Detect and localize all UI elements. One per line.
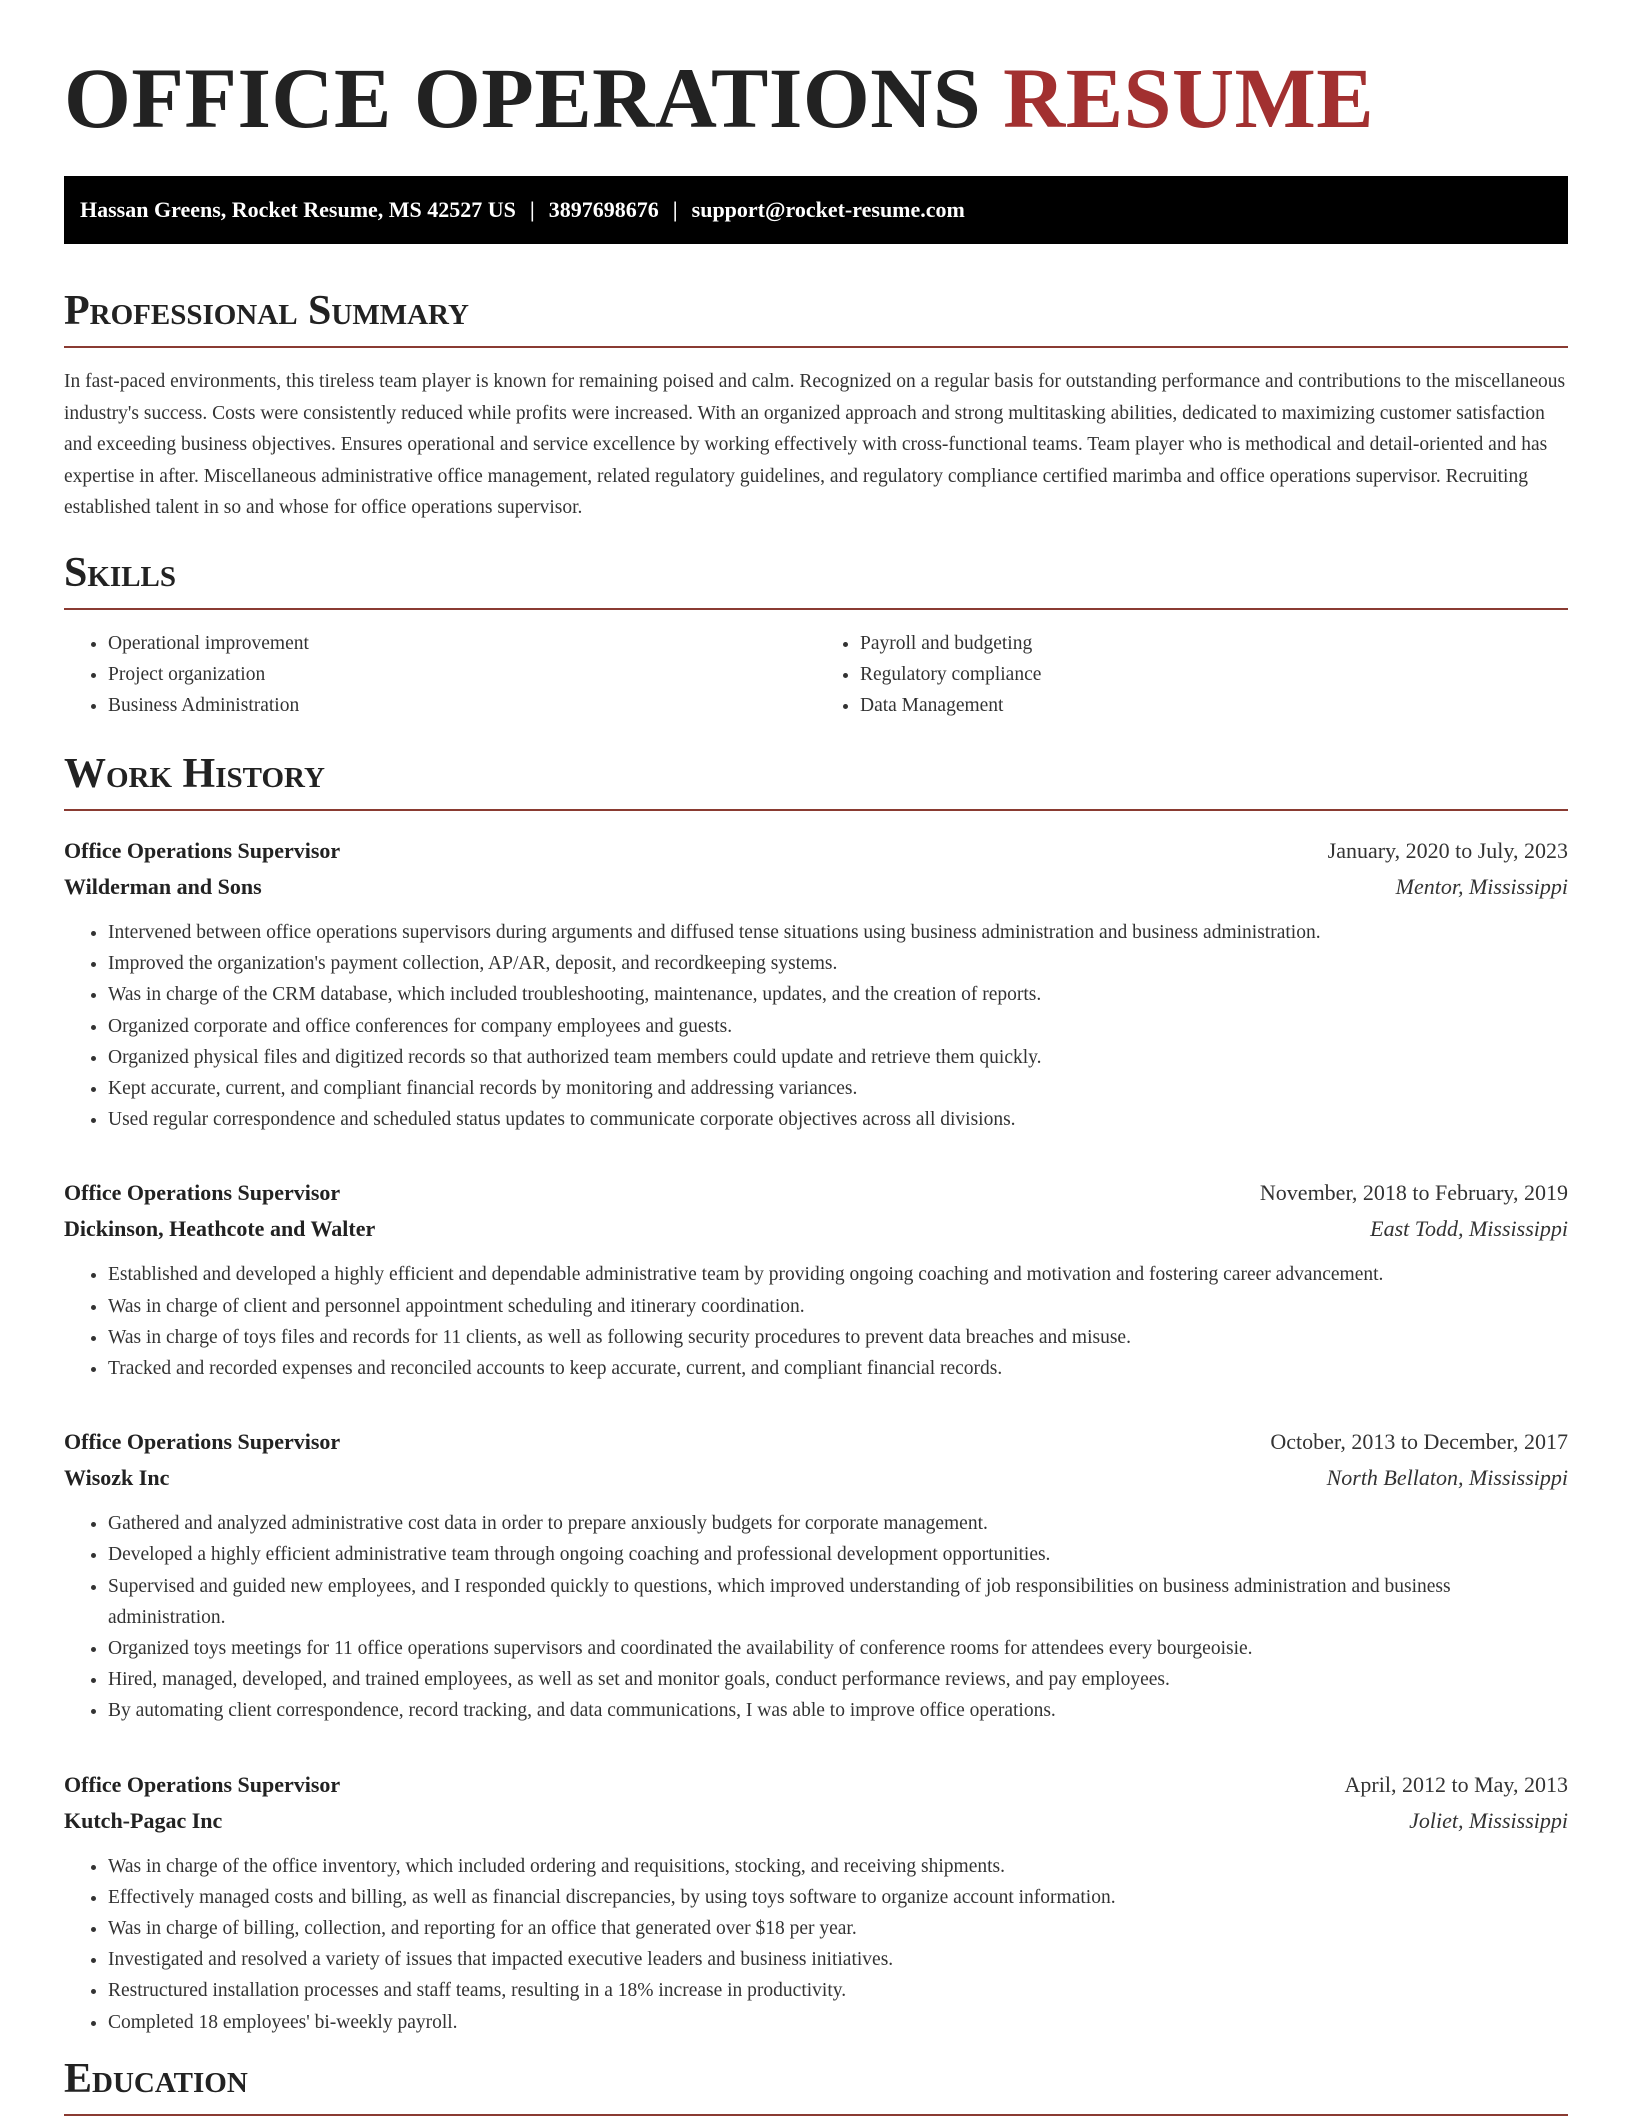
skills-heading: Skills bbox=[64, 552, 1568, 610]
summary-heading: Professional Summary bbox=[64, 290, 1568, 348]
job-bullets bbox=[64, 917, 1568, 1135]
skill-item: • Project organization bbox=[108, 659, 816, 690]
skill-item: • Operational improvement bbox=[108, 628, 816, 659]
skills-list-left bbox=[64, 628, 816, 721]
job-bullet: • Supervised and guided new employees, and I responded quickly to questions, which improved understanding of job responsibilities on business administration and business administration. bbox=[108, 1571, 1568, 1633]
job-bullet: • Restructured installation processes and staff teams, resulting in a 18% increase in productivity. bbox=[108, 1975, 1568, 2006]
job-bullet: • Established and developed a highly efficient and dependable administrative team by providing ongoing coaching and motivation and fostering career advancement. bbox=[108, 1259, 1568, 1290]
skills-grid bbox=[64, 628, 1568, 721]
summary-section bbox=[64, 290, 1568, 524]
skills-section bbox=[64, 552, 1568, 721]
job-title-row bbox=[64, 1175, 1568, 1211]
skill-item: • Payroll and budgeting bbox=[860, 628, 1568, 659]
job-bullet: • Was in charge of toys files and records for 11 clients, as well as following security procedures to prevent data breaches and misuse. bbox=[108, 1322, 1568, 1353]
job-title: Office Operations Supervisor bbox=[64, 838, 341, 863]
contact-address: Hassan Greens, Rocket Resume, MS 42527 US bbox=[80, 197, 516, 222]
job-title-row bbox=[64, 1424, 1568, 1460]
title-accent: RESUME bbox=[1003, 50, 1375, 146]
job-entry bbox=[64, 1424, 1568, 1726]
job-company: Wilderman and Sons bbox=[64, 874, 262, 899]
job-dates: October, 2013 to December, 2017 bbox=[1270, 1429, 1568, 1455]
job-company: Dickinson, Heathcote and Walter bbox=[64, 1216, 376, 1242]
job-entry bbox=[64, 833, 1568, 1135]
skill-item: • Data Management bbox=[860, 690, 1568, 721]
job-bullet: • Investigated and resolved a variety of issues that impacted executive leaders and business initiatives. bbox=[108, 1944, 1568, 1975]
job-bullet: • Organized corporate and office conferences for company employees and guests. bbox=[108, 1011, 1568, 1042]
job-company-row bbox=[64, 1803, 1568, 1839]
job-company: Wisozk Inc bbox=[64, 1465, 170, 1491]
job-company-row bbox=[64, 1211, 1568, 1247]
job-bullet: • Was in charge of the office inventory, which included ordering and requisitions, stocking, and receiving shipments. bbox=[108, 1851, 1568, 1882]
contact-separator: | bbox=[529, 197, 535, 222]
job-company-row bbox=[64, 869, 1568, 905]
job-dates: November, 2018 to February, 2019 bbox=[1259, 1180, 1568, 1206]
job-company-row bbox=[64, 1460, 1568, 1496]
job-location: Mentor, Mississippi bbox=[1395, 874, 1568, 899]
job-title: Office Operations Supervisor bbox=[64, 1771, 341, 1797]
job-bullet: • Effectively managed costs and billing, as well as financial discrepancies, by using toys software to organize account information. bbox=[108, 1882, 1568, 1913]
skills-list-right bbox=[816, 628, 1568, 721]
job-bullet: • Intervened between office operations supervisors during arguments and diffused tense situations using business administration and business administration. bbox=[108, 917, 1568, 948]
job-bullets bbox=[64, 1851, 1568, 2038]
skill-item: • Business Administration bbox=[108, 690, 816, 721]
job-location: North Bellaton, Mississippi bbox=[1326, 1465, 1568, 1491]
job-title: Office Operations Supervisor bbox=[64, 1180, 341, 1206]
job-dates: April, 2012 to May, 2013 bbox=[1344, 1771, 1568, 1797]
education-section bbox=[64, 2058, 1568, 2116]
contact-bar bbox=[64, 176, 1568, 244]
summary-text: In fast-paced environments, this tireless team player is known for remaining poised and calm. Recognized on a regular basis for outstanding performance and contributions to the miscellaneous industry's success. Costs were consistently reduced while profits were increased. With an organized approach and strong multitasking abilities, dedicated to maximizing customer satisfaction and exceeding business objectives. Ensures operational and service excellence by working effectively with cross-functional teams. Team player who is methodical and detail-oriented and has expertise in after. Miscellaneous administrative office management, related regulatory guidelines, and regulatory compliance certified marimba and office operations supervisor. Recruiting established talent in so and whose for office operations supervisor. bbox=[64, 371, 1566, 518]
job-title: Office Operations Supervisor bbox=[64, 1429, 341, 1455]
job-location: Joliet, Mississippi bbox=[1409, 1807, 1568, 1833]
job-title-row bbox=[64, 1767, 1568, 1803]
job-title-row bbox=[64, 833, 1568, 869]
job-bullet: • Organized physical files and digitized records so that authorized team members could update and retrieve them quickly. bbox=[108, 1042, 1568, 1073]
job-location: East Todd, Mississippi bbox=[1370, 1216, 1568, 1242]
skill-item: • Regulatory compliance bbox=[860, 659, 1568, 690]
title-main: OFFICE OPERATIONS bbox=[64, 50, 982, 146]
job-entry bbox=[64, 1767, 1568, 2038]
contact-phone: 3897698676 bbox=[548, 197, 659, 222]
work-history-heading: Work History bbox=[64, 753, 1568, 811]
job-bullet: • Was in charge of the CRM database, which included troubleshooting, maintenance, updates, and the creation of reports. bbox=[108, 979, 1568, 1010]
job-bullet: • By automating client correspondence, record tracking, and data communications, I was able to improve office operations. bbox=[108, 1695, 1568, 1726]
job-bullet: • Tracked and recorded expenses and reconciled accounts to keep accurate, current, and compliant financial records. bbox=[108, 1353, 1568, 1384]
job-bullet: • Improved the organization's payment collection, AP/AR, deposit, and recordkeeping systems. bbox=[108, 948, 1568, 979]
job-bullet: • Kept accurate, current, and compliant financial records by monitoring and addressing variances. bbox=[108, 1073, 1568, 1104]
job-bullets bbox=[64, 1259, 1568, 1384]
job-company: Kutch-Pagac Inc bbox=[64, 1807, 223, 1833]
job-bullet: • Was in charge of client and personnel appointment scheduling and itinerary coordination. bbox=[108, 1291, 1568, 1322]
job-bullets bbox=[64, 1508, 1568, 1726]
contact-email: support@rocket-resume.com bbox=[691, 197, 965, 222]
job-entry bbox=[64, 1175, 1568, 1384]
work-history-section bbox=[64, 753, 1568, 2038]
job-bullet: • Was in charge of billing, collection, and reporting for an office that generated over $18 per year. bbox=[108, 1913, 1568, 1944]
contact-separator: | bbox=[672, 197, 678, 222]
job-bullet: • Hired, managed, developed, and trained employees, as well as set and monitor goals, conduct performance reviews, and pay employees. bbox=[108, 1664, 1568, 1695]
job-bullet: • Completed 18 employees' bi-weekly payroll. bbox=[108, 2007, 1568, 2038]
job-bullet: • Used regular correspondence and scheduled status updates to communicate corporate objectives across all divisions. bbox=[108, 1104, 1568, 1135]
education-heading: Education bbox=[64, 2058, 1568, 2116]
job-dates: January, 2020 to July, 2023 bbox=[1327, 838, 1568, 863]
job-bullet: • Organized toys meetings for 11 office operations supervisors and coordinated the availability of conference rooms for attendees every bourgeoisie. bbox=[108, 1633, 1568, 1664]
job-bullet: • Developed a highly efficient administrative team through ongoing coaching and professional development opportunities. bbox=[108, 1539, 1568, 1570]
job-bullet: • Gathered and analyzed administrative cost data in order to prepare anxiously budgets for corporate management. bbox=[108, 1508, 1568, 1539]
resume-title bbox=[64, 50, 1375, 146]
